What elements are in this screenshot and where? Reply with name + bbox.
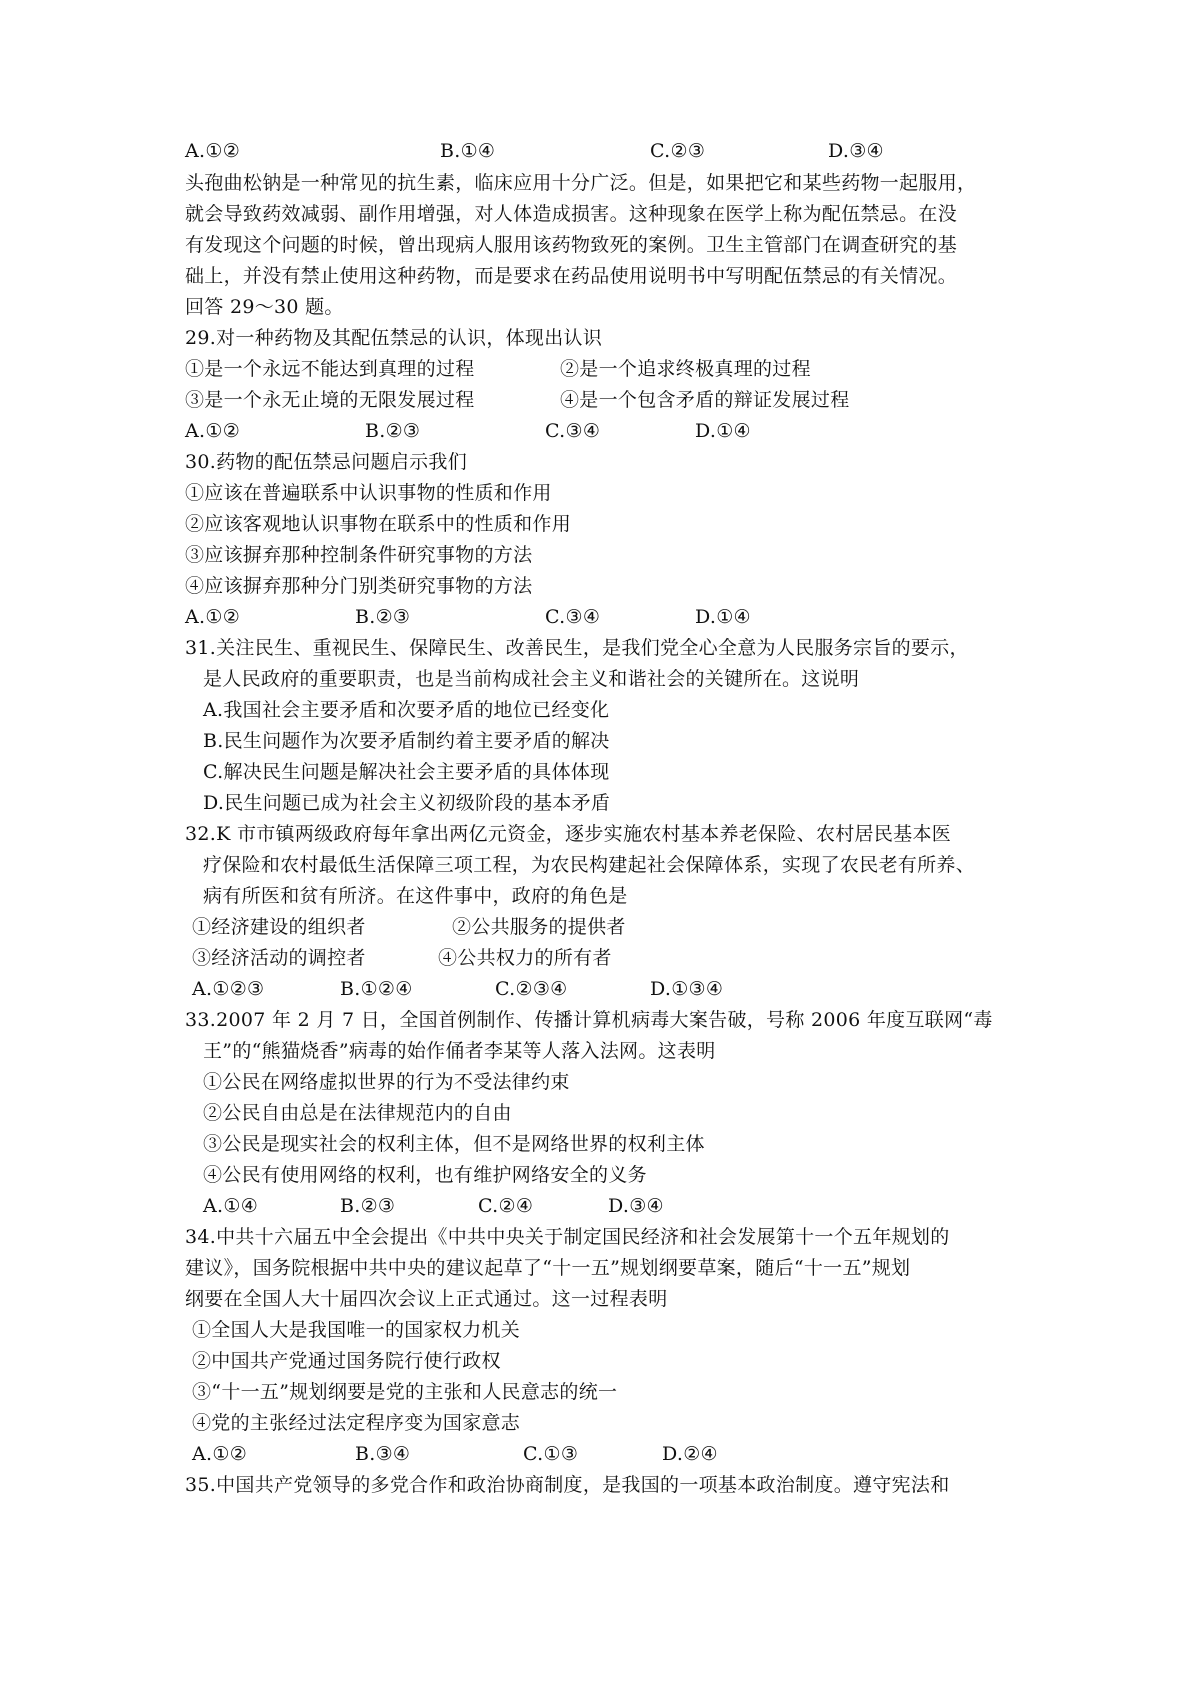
q30-option-b: B.②③: [355, 606, 411, 628]
q32-item-3: ③经济活动的调控者: [192, 947, 366, 969]
q34-stem-line: 纲要在全国人大十届四次会议上正式通过。这一过程表明: [185, 1288, 668, 1310]
passage-line: 头孢曲松钠是一种常见的抗生素，临床应用十分广泛。但是，如果把它和某些药物一起服用，: [185, 172, 977, 194]
q31-option-c: C.解决民生问题是解决社会主要矛盾的具体体现: [203, 761, 610, 783]
q33-option-c: C.②④: [478, 1195, 534, 1217]
q32-stem-line: 疗保险和农村最低生活保障三项工程，为农民构建起社会保障体系，实现了农民老有所养、: [203, 854, 976, 876]
q32-option-a: A.①②③: [192, 978, 265, 1000]
passage-line: 回答 29～30 题。: [185, 296, 344, 318]
q30-item-3: ③应该摒弃那种控制条件研究事物的方法: [185, 544, 533, 566]
q32-item-1: ①经济建设的组织者: [192, 916, 366, 938]
q28-option-a: A.①②: [185, 140, 241, 162]
q34-stem-line: 建议》，国务院根据中共中央的建议起草了“十一五”规划纲要草案，随后“十一五”规划: [185, 1257, 911, 1279]
q28-option-b: B.①④: [440, 140, 496, 162]
q34-item-4: ④党的主张经过法定程序变为国家意志: [192, 1412, 521, 1434]
q31-option-d: D.民生问题已成为社会主义初级阶段的基本矛盾: [203, 792, 611, 814]
q33-item-1: ①公民在网络虚拟世界的行为不受法律约束: [203, 1071, 570, 1093]
q34-stem-line: 34.中共十六届五中全会提出《中共中央关于制定国民经济和社会发展第十一个五年规划的: [185, 1226, 950, 1248]
q30-option-d: D.①④: [695, 606, 751, 628]
q34-option-a: A.①②: [192, 1443, 248, 1465]
q33-item-2: ②公民自由总是在法律规范内的自由: [203, 1102, 512, 1124]
q28-option-c: C.②③: [650, 140, 706, 162]
q30-item-1: ①应该在普遍联系中认识事物的性质和作用: [185, 482, 552, 504]
q29-stem: 29.对一种药物及其配伍禁忌的认识，体现出认识: [185, 327, 603, 349]
q30-stem: 30.药物的配伍禁忌问题启示我们: [185, 451, 468, 473]
q33-item-3: ③公民是现实社会的权利主体，但不是网络世界的权利主体: [203, 1133, 705, 1155]
q35-stem-line: 35.中国共产党领导的多党合作和政治协商制度，是我国的一项基本政治制度。遵守宪法和: [185, 1474, 950, 1496]
q29-item-1: ①是一个永远不能达到真理的过程: [185, 358, 475, 380]
q34-item-1: ①全国人大是我国唯一的国家权力机关: [192, 1319, 521, 1341]
passage-line: 就会导致药效减弱、副作用增强，对人体造成损害。这种现象在医学上称为配伍禁忌。在没: [185, 203, 958, 225]
q34-option-c: C.①③: [523, 1443, 579, 1465]
q33-option-d: D.③④: [608, 1195, 664, 1217]
q30-option-c: C.③④: [545, 606, 601, 628]
q29-item-4: ④是一个包含矛盾的辩证发展过程: [560, 389, 850, 411]
q33-item-4: ④公民有使用网络的权利，也有维护网络安全的义务: [203, 1164, 647, 1186]
passage-line: 础上，并没有禁止使用这种药物，而是要求在药品使用说明书中写明配伍禁忌的有关情况。: [185, 265, 958, 287]
q34-item-3: ③“十一五”规划纲要是党的主张和人民意志的统一: [192, 1381, 618, 1403]
q31-stem-line: 是人民政府的重要职责，也是当前构成社会主义和谐社会的关键所在。这说明: [203, 668, 860, 690]
q34-option-b: B.③④: [355, 1443, 411, 1465]
q31-stem-line: 31.关注民生、重视民生、保障民生、改善民生，是我们党全心全意为人民服务宗旨的要示，: [185, 637, 969, 659]
q33-option-a: A.①④: [203, 1195, 259, 1217]
q33-stem-line: 33.2007 年 2 月 7 日，全国首例制作、传播计算机病毒大案告破，号称 2006 年度互联网“毒: [185, 1009, 993, 1031]
q32-option-c: C.②③④: [495, 978, 568, 1000]
q30-option-a: A.①②: [185, 606, 241, 628]
q29-option-c: C.③④: [545, 420, 601, 442]
q29-option-d: D.①④: [695, 420, 751, 442]
q34-item-2: ②中国共产党通过国务院行使行政权: [192, 1350, 501, 1372]
q33-option-b: B.②③: [340, 1195, 396, 1217]
q28-option-d: D.③④: [828, 140, 884, 162]
q29-item-2: ②是一个追求终极真理的过程: [560, 358, 811, 380]
q29-option-b: B.②③: [365, 420, 421, 442]
q32-stem-line: 病有所医和贫有所济。在这件事中，政府的角色是: [203, 885, 628, 907]
passage-line: 有发现这个问题的时候，曾出现病人服用该药物致死的案例。卫生主管部门在调查研究的基: [185, 234, 958, 256]
q30-item-2: ②应该客观地认识事物在联系中的性质和作用: [185, 513, 572, 535]
q32-option-d: D.①③④: [650, 978, 724, 1000]
q32-item-4: ④公共权力的所有者: [438, 947, 612, 969]
q34-option-d: D.②④: [662, 1443, 718, 1465]
q31-option-b: B.民生问题作为次要矛盾制约着主要矛盾的解决: [203, 730, 610, 752]
q31-option-a: A.我国社会主要矛盾和次要矛盾的地位已经变化: [203, 699, 610, 721]
q32-item-2: ②公共服务的提供者: [452, 916, 626, 938]
q32-stem-line: 32.K 市市镇两级政府每年拿出两亿元资金，逐步实施农村基本养老保险、农村居民基本医: [185, 823, 952, 845]
q29-option-a: A.①②: [185, 420, 241, 442]
q29-item-3: ③是一个永无止境的无限发展过程: [185, 389, 475, 411]
q33-stem-line: 王”的“熊猫烧香”病毒的始作俑者李某等人落入法网。这表明: [203, 1040, 716, 1062]
q32-option-b: B.①②④: [340, 978, 413, 1000]
q30-item-4: ④应该摒弃那种分门别类研究事物的方法: [185, 575, 533, 597]
